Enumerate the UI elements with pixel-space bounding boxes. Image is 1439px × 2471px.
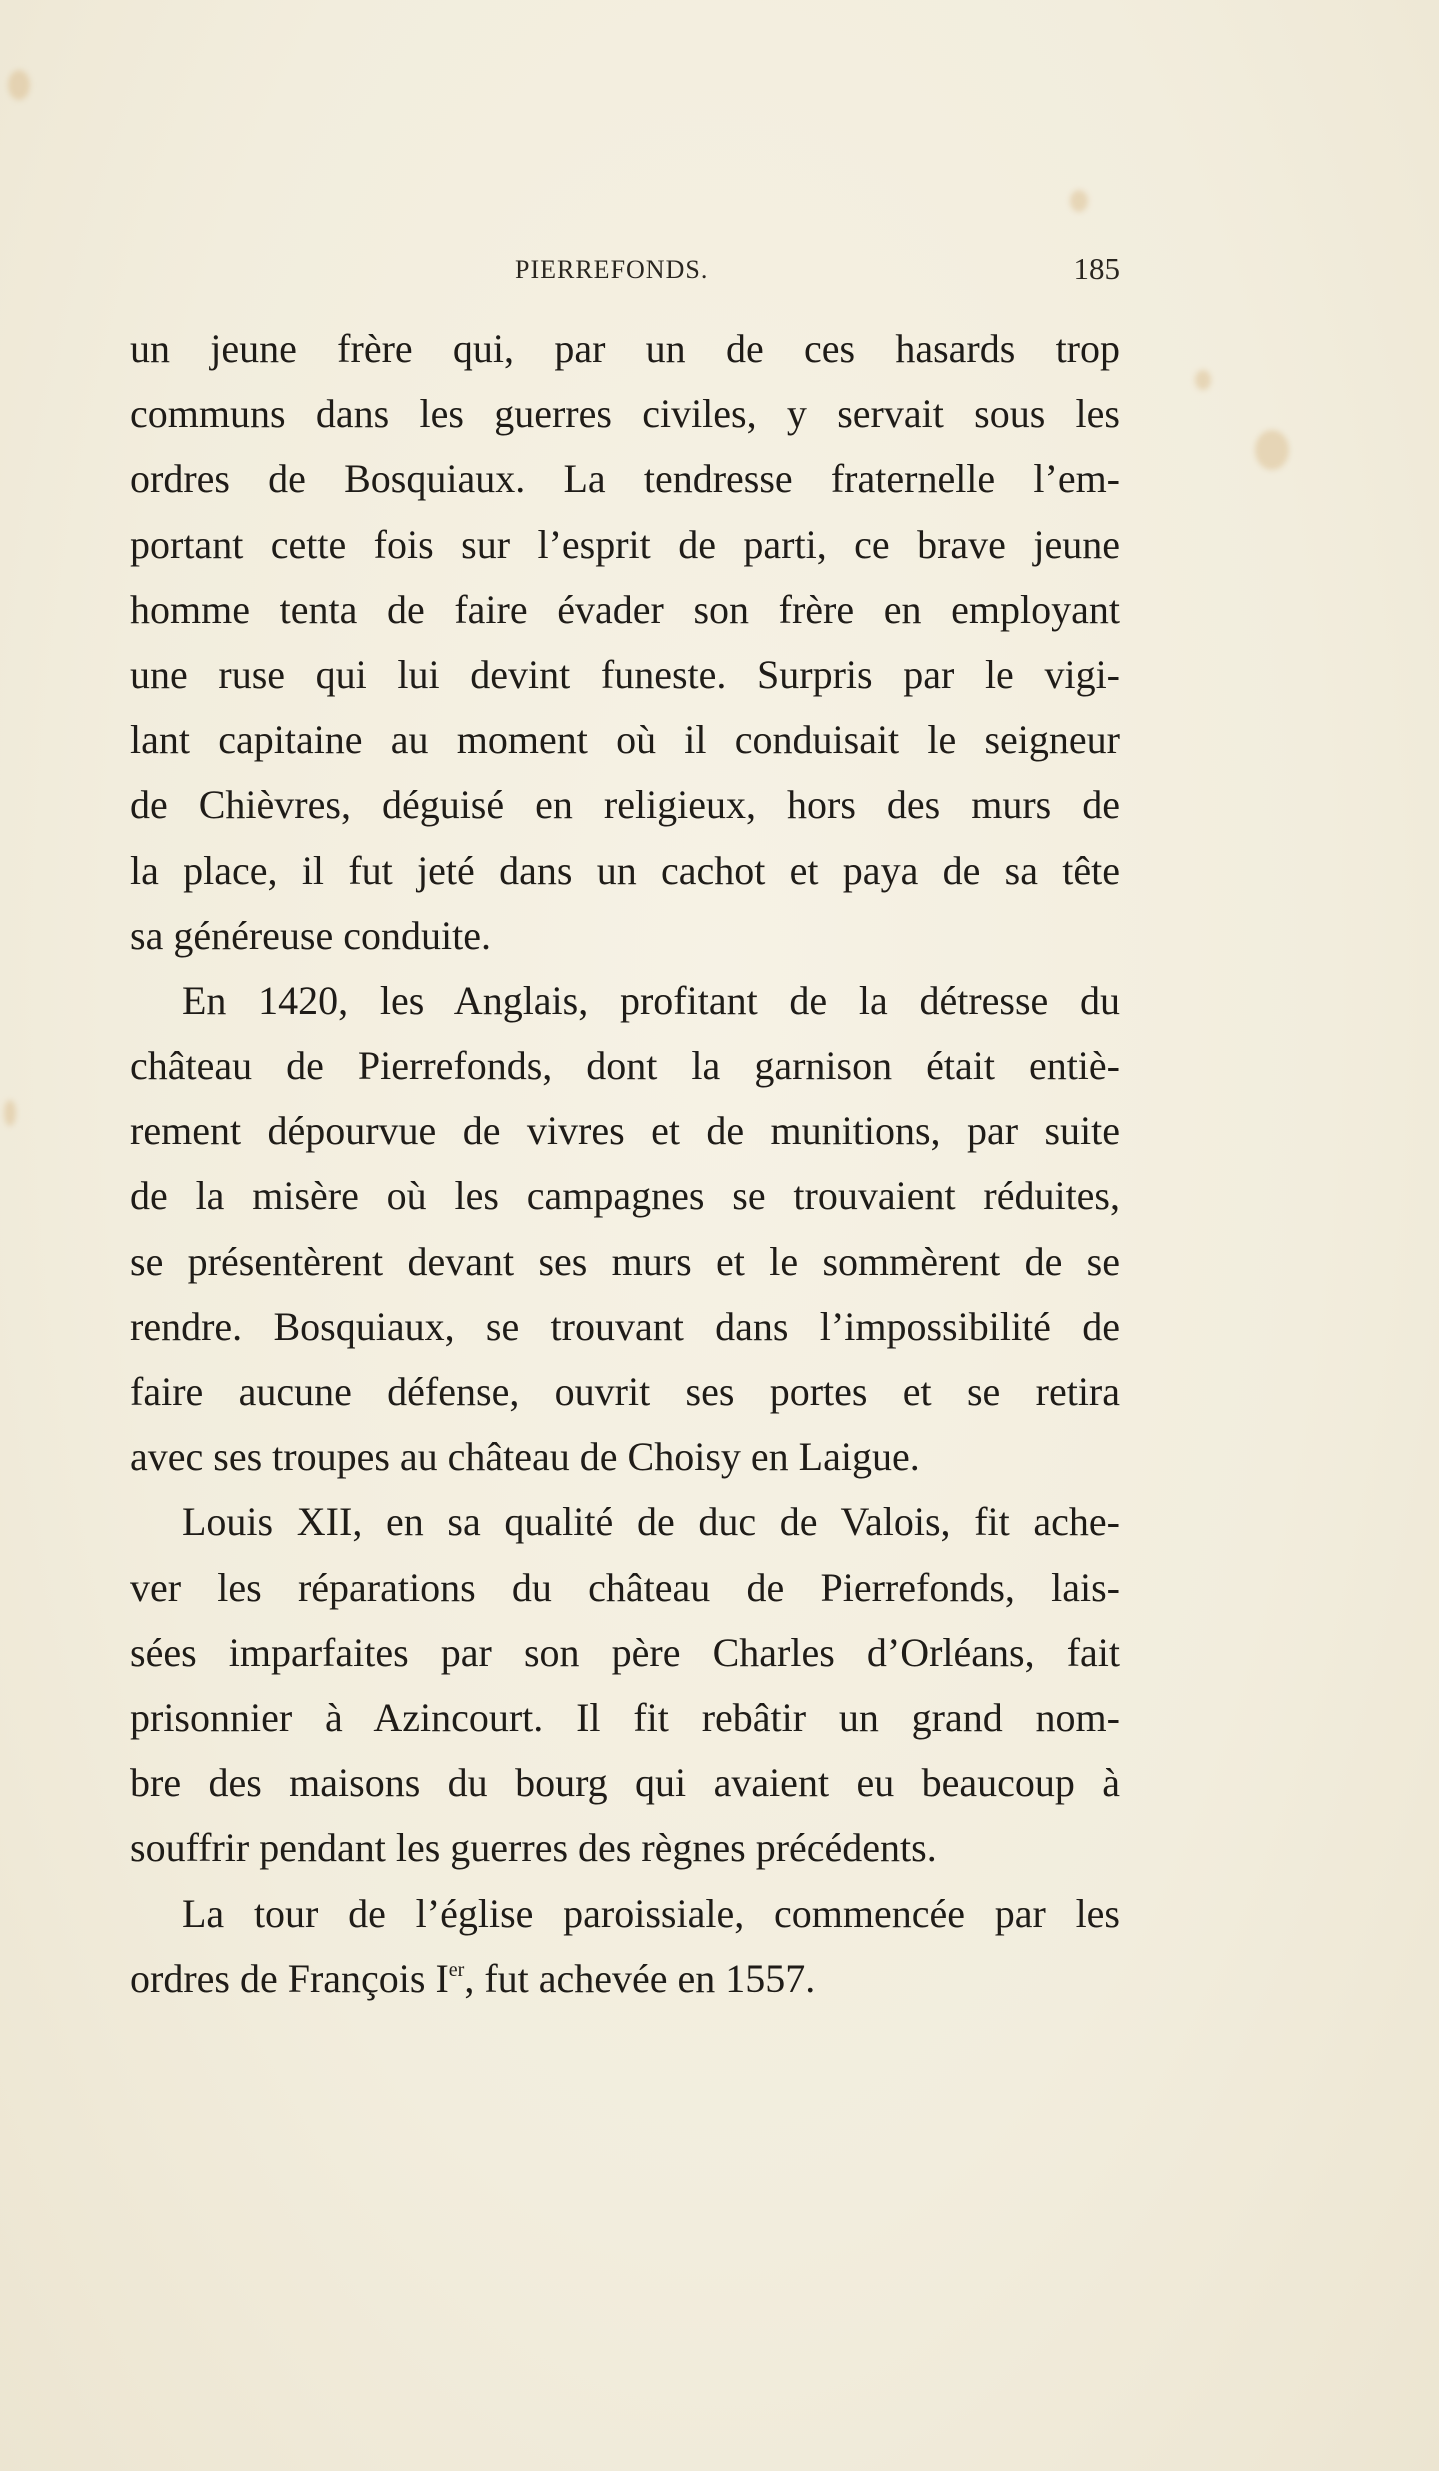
text-line: rendre. Bosquiaux, se trouvant dans l’impossibilité de xyxy=(130,1303,1120,1349)
text-line: prisonnier à Azincourt. Il fit rebâtir un grand nom- xyxy=(130,1694,1120,1740)
text-line: lant capitaine au moment où il conduisait le seigneur xyxy=(130,717,1120,763)
paper-stain xyxy=(1195,370,1211,390)
paper-stain xyxy=(8,70,30,100)
text-line: de Chièvres, déguisé en religieux, hors des murs de xyxy=(130,782,1120,828)
text-line: faire aucune défense, ouvrit ses portes et se retira xyxy=(130,1369,1120,1414)
paper-stain xyxy=(1070,190,1088,212)
text-fragment: ordres de François I xyxy=(130,1955,449,2001)
text-line: sa généreuse conduite. xyxy=(130,912,491,958)
text-line: de la misère où les campagnes se trouvaient réduites, xyxy=(130,1173,1120,1219)
text-line-final xyxy=(130,1946,1120,2011)
text-line: sées imparfaites par son père Charles d’Orléans, fait xyxy=(130,1629,1120,1675)
text-line: ver les réparations du château de Pierrefonds, lais- xyxy=(130,1564,1120,1610)
text-line: La tour de l’église paroissiale, commencée par les xyxy=(182,1890,1120,1936)
text-line: communs dans les guerres civiles, y servait sous les xyxy=(130,391,1120,437)
paper-stain xyxy=(1255,430,1289,470)
text-line: la place, il fut jeté dans un cachot et paya de sa tête xyxy=(130,847,1120,893)
body-text xyxy=(130,316,1120,2011)
text-line: une ruse qui lui devint funeste. Surpris par le vigi- xyxy=(130,651,1120,697)
superscript: er xyxy=(448,1958,465,1981)
text-line: souffrir pendant les guerres des règnes précédents. xyxy=(130,1825,937,1871)
text-line: homme tenta de faire évader son frère en employant xyxy=(130,586,1120,632)
page-number: 185 xyxy=(1073,251,1120,286)
text-fragment: , fut achevée en 1557. xyxy=(464,1955,816,2001)
text-line: Louis XII, en sa qualité de duc de Valois, fit ache- xyxy=(182,1499,1120,1545)
text-line: château de Pierrefonds, dont la garnison était entiè- xyxy=(130,1043,1120,1089)
text-line: avec ses troupes au château de Choisy en Laigue. xyxy=(130,1434,920,1480)
text-line: se présentèrent devant ses murs et le sommèrent de se xyxy=(130,1238,1120,1284)
text-line: bre des maisons du bourg qui avaient eu beaucoup à xyxy=(130,1760,1120,1806)
text-line: un jeune frère qui, par un de ces hasards trop xyxy=(130,326,1120,371)
paper-stain xyxy=(4,1100,16,1126)
text-line: rement dépourvue de vivres et de munitions, par suite xyxy=(130,1108,1120,1154)
running-title: PIERREFONDS. xyxy=(515,255,709,284)
text-line: ordres de Bosquiaux. La tendresse fraternelle l’em- xyxy=(130,456,1120,502)
text-line: portant cette fois sur l’esprit de parti, ce brave jeune xyxy=(130,521,1120,567)
running-header xyxy=(130,251,1120,295)
text-line: En 1420, les Anglais, profitant de la détresse du xyxy=(182,977,1120,1023)
